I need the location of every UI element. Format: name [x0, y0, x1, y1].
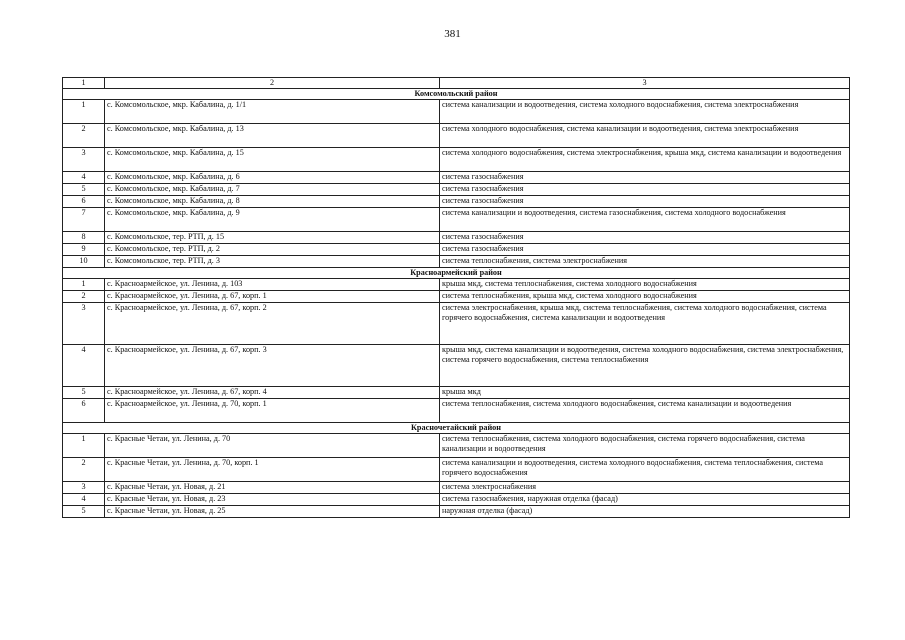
row-number: 1 [63, 434, 105, 458]
table-header-row [63, 78, 850, 89]
table-row [63, 506, 850, 518]
row-address: с. Комсомольское, мкр. Кабалина, д. 1/1 [105, 100, 440, 124]
row-number: 4 [63, 494, 105, 506]
row-work-types: система газоснабжения [440, 184, 850, 196]
row-number: 2 [63, 124, 105, 148]
district-name: Красночетайский район [63, 423, 850, 434]
row-work-types: система теплоснабжения, система электроснабжения [440, 256, 850, 268]
row-number: 6 [63, 399, 105, 423]
row-number: 2 [63, 291, 105, 303]
row-number: 1 [63, 279, 105, 291]
row-address: с. Комсомольское, мкр. Кабалина, д. 7 [105, 184, 440, 196]
row-work-types: система теплоснабжения, система холодного водоснабжения, система горячего водоснабжения, система канализации и водоотведения [440, 434, 850, 458]
row-number: 3 [63, 148, 105, 172]
table-row [63, 279, 850, 291]
table-body [63, 78, 850, 518]
row-number: 4 [63, 345, 105, 387]
row-number: 3 [63, 482, 105, 494]
table-row [63, 100, 850, 124]
row-number: 6 [63, 196, 105, 208]
district-row [63, 423, 850, 434]
row-work-types: система газоснабжения [440, 232, 850, 244]
row-address: с. Красноармейское, ул. Ленина, д. 67, корп. 2 [105, 303, 440, 345]
page-number: 381 [444, 28, 461, 40]
table-row [63, 256, 850, 268]
row-number: 5 [63, 506, 105, 518]
row-address: с. Комсомольское, тер. РТП, д. 15 [105, 232, 440, 244]
row-number: 4 [63, 172, 105, 184]
row-work-types: система канализации и водоотведения, система холодного водоснабжения, система электроснабжения [440, 100, 850, 124]
row-address: с. Красные Четаи, ул. Новая, д. 21 [105, 482, 440, 494]
row-number: 10 [63, 256, 105, 268]
header-col-1: 1 [63, 78, 105, 89]
district-row [63, 89, 850, 100]
row-number: 7 [63, 208, 105, 232]
table-row [63, 399, 850, 423]
row-work-types: система канализации и водоотведения, система холодного водоснабжения, система теплоснабжения, система горячего водоснабжения [440, 458, 850, 482]
row-work-types: система теплоснабжения, система холодного водоснабжения, система канализации и водоотведения [440, 399, 850, 423]
row-address: с. Красноармейское, ул. Ленина, д. 67, корп. 4 [105, 387, 440, 399]
header-col-3: 3 [440, 78, 850, 89]
row-work-types: крыша мкд, система теплоснабжения, система холодного водоснабжения [440, 279, 850, 291]
row-work-types: система газоснабжения [440, 196, 850, 208]
table-row [63, 482, 850, 494]
row-number: 2 [63, 458, 105, 482]
row-work-types: система электроснабжения, крыша мкд, система теплоснабжения, система холодного водоснабжения, система горячего водоснабжения, система канализации и водоотведения [440, 303, 850, 345]
table-row [63, 387, 850, 399]
row-work-types: система газоснабжения [440, 244, 850, 256]
row-address: с. Красноармейское, ул. Ленина, д. 70, корп. 1 [105, 399, 440, 423]
row-address: с. Комсомольское, тер. РТП, д. 3 [105, 256, 440, 268]
row-number: 9 [63, 244, 105, 256]
row-address: с. Красноармейское, ул. Ленина, д. 103 [105, 279, 440, 291]
row-work-types: система газоснабжения, наружная отделка (фасад) [440, 494, 850, 506]
table-row [63, 184, 850, 196]
row-address: с. Красноармейское, ул. Ленина, д. 67, корп. 3 [105, 345, 440, 387]
row-address: с. Красные Четаи, ул. Ленина, д. 70 [105, 434, 440, 458]
header-col-2: 2 [105, 78, 440, 89]
row-address: с. Красные Четаи, ул. Ленина, д. 70, корп. 1 [105, 458, 440, 482]
row-number: 5 [63, 387, 105, 399]
row-work-types: система теплоснабжения, крыша мкд, система холодного водоснабжения [440, 291, 850, 303]
row-work-types: наружная отделка (фасад) [440, 506, 850, 518]
row-work-types: система электроснабжения [440, 482, 850, 494]
row-address: с. Комсомольское, тер. РТП, д. 2 [105, 244, 440, 256]
row-work-types: система холодного водоснабжения, система электроснабжения, крыша мкд, система канализации и водоотведения [440, 148, 850, 172]
row-address: с. Комсомольское, мкр. Кабалина, д. 15 [105, 148, 440, 172]
table-row [63, 458, 850, 482]
row-number: 3 [63, 303, 105, 345]
table-row [63, 434, 850, 458]
table-row [63, 124, 850, 148]
row-number: 1 [63, 100, 105, 124]
row-number: 8 [63, 232, 105, 244]
row-address: с. Комсомольское, мкр. Кабалина, д. 8 [105, 196, 440, 208]
table-row [63, 345, 850, 387]
table-row [63, 208, 850, 232]
row-address: с. Красные Четаи, ул. Новая, д. 23 [105, 494, 440, 506]
row-address: с. Красноармейское, ул. Ленина, д. 67, корп. 1 [105, 291, 440, 303]
row-work-types: система канализации и водоотведения, система газоснабжения, система холодного водоснабжения [440, 208, 850, 232]
table-row [63, 232, 850, 244]
row-address: с. Красные Четаи, ул. Новая, д. 25 [105, 506, 440, 518]
table-row [63, 494, 850, 506]
district-row [63, 268, 850, 279]
table-row [63, 148, 850, 172]
row-address: с. Комсомольское, мкр. Кабалина, д. 13 [105, 124, 440, 148]
table-row [63, 244, 850, 256]
row-work-types: крыша мкд, система канализации и водоотведения, система холодного водоснабжения, система электроснабжения, система горячего водоснабжения, система теплоснабжения [440, 345, 850, 387]
district-name: Комсомольский район [63, 89, 850, 100]
table-row [63, 291, 850, 303]
row-work-types: система газоснабжения [440, 172, 850, 184]
table-row [63, 303, 850, 345]
repair-table [62, 77, 850, 518]
table-row [63, 196, 850, 208]
row-work-types: система холодного водоснабжения, система канализации и водоотведения, система электроснабжения [440, 124, 850, 148]
row-work-types: крыша мкд [440, 387, 850, 399]
row-address: с. Комсомольское, мкр. Кабалина, д. 6 [105, 172, 440, 184]
row-number: 5 [63, 184, 105, 196]
district-name: Красноармейский район [63, 268, 850, 279]
row-address: с. Комсомольское, мкр. Кабалина, д. 9 [105, 208, 440, 232]
table-row [63, 172, 850, 184]
